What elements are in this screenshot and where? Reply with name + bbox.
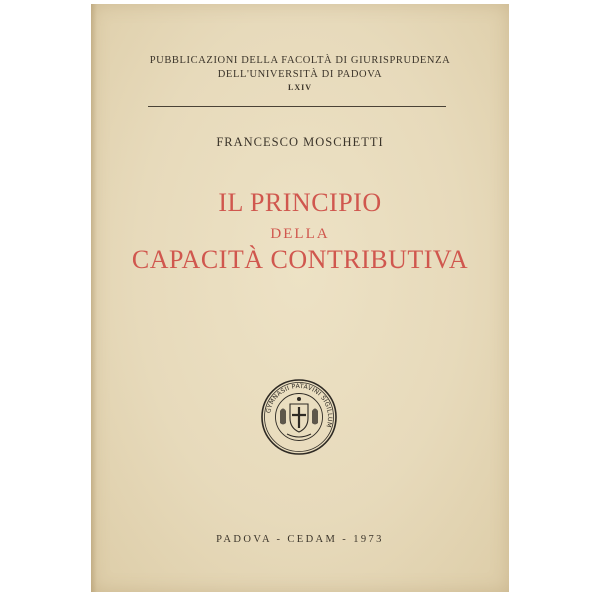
title-line-1: IL PRINCIPIO [218, 188, 382, 217]
book-cover [91, 4, 509, 592]
header-rule [148, 106, 446, 107]
publisher-imprint: PADOVA - CEDAM - 1973 [216, 534, 384, 545]
title-line-2: DELLA [270, 226, 330, 242]
series-line-2: DELL'UNIVERSITÀ DI PADOVA [217, 69, 383, 80]
series-header [91, 54, 509, 94]
seal-legend: GYMNASII PATAVINI SIGILLUM [265, 382, 334, 429]
series-line-1: PUBBLICAZIONI DELLA FACOLTÀ DI GIURISPRUDENZA [149, 55, 451, 66]
author-name: FRANCESCO MOSCHETTI [216, 135, 384, 149]
title-line-3: CAPACITÀ CONTRIBUTIVA [131, 245, 469, 274]
university-seal-icon [259, 377, 339, 457]
volume-number: LXIV [287, 83, 312, 92]
